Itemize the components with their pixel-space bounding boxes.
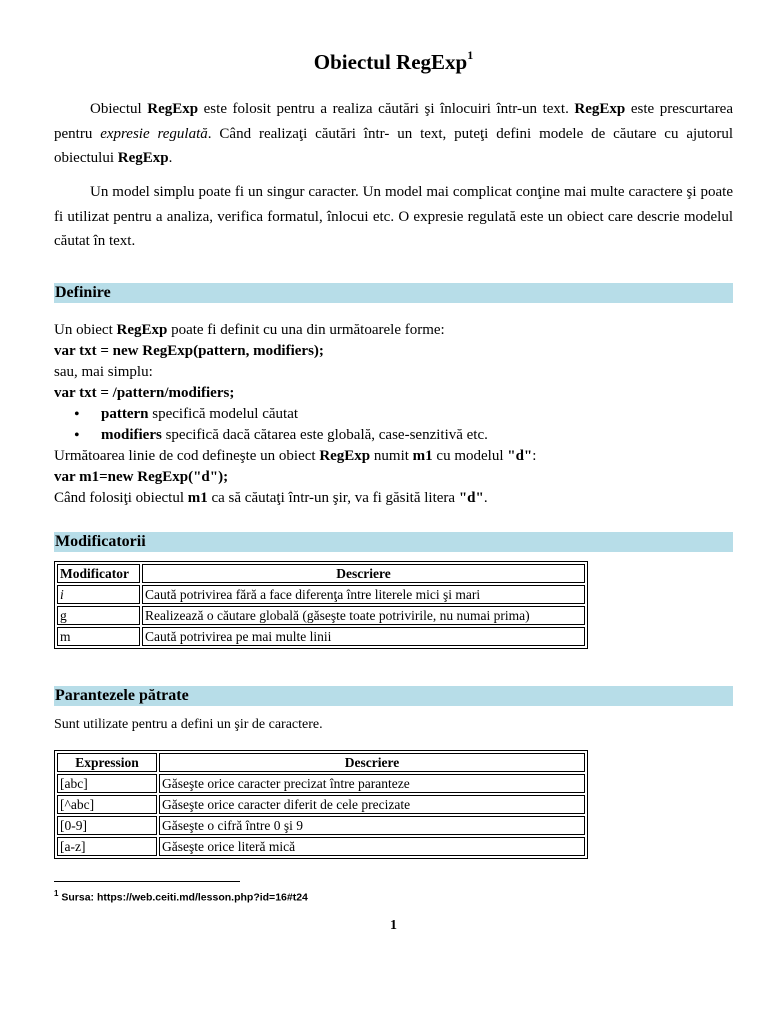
table-row (57, 606, 585, 625)
table-cell: [^abc] (57, 795, 157, 814)
code-line: var txt = /pattern/modifiers; (54, 385, 235, 401)
table-row (57, 795, 585, 814)
footnote-ref: 1 (467, 48, 474, 62)
table-row (57, 816, 585, 835)
footnote-divider (54, 881, 240, 882)
brackets-table (54, 750, 588, 859)
table-cell: g (57, 606, 140, 625)
modifiers-table (54, 561, 588, 649)
table-cell: Caută potrivirea fără a face diferenţa între literele mici şi mari (142, 585, 585, 604)
table-row (57, 627, 585, 646)
column-header: Expression (57, 753, 157, 772)
footnote-text: Sursa: https://web.ceiti.md/lesson.php?id=16#t24 (58, 891, 308, 904)
table-header-row (57, 753, 585, 772)
page-title: Obiectul RegExp$^1$ (313, 48, 474, 74)
footnote-number: 1 (54, 889, 59, 898)
code-line: var m1=new RegExp("d"); (54, 469, 229, 485)
table-cell: i (57, 585, 140, 604)
footnote (54, 889, 308, 904)
definire-line: Următoarea linie de cod defineşte un obiect RegExp numit m1 cu modelul "d": (54, 448, 537, 464)
list-item: • pattern specifică modelul căutat (54, 404, 733, 425)
paranteze-text: Sunt utilizate pentru a defini un şir de caractere. (54, 717, 323, 732)
column-header: Modificator (57, 564, 140, 583)
intro-paragraph-2: Un model simplu poate fi un singur caracter. Un model mai complicat conţine mai multe caractere şi poate fi utilizat pentru a analiza, verifica formatul, înlocui etc. O expresie regulată este un obiect care descrie modelul căutat în text. (54, 184, 733, 249)
column-header: Descriere (159, 753, 585, 772)
table-cell: m (57, 627, 140, 646)
table-header-row (57, 564, 585, 583)
table-row (57, 837, 585, 856)
table-cell: Găseşte orice literă mică (159, 837, 585, 856)
intro-paragraph-1: Obiectul RegExp este folosit pentru a realiza căutări şi înlocuiri într-un text. RegExp este prescurtarea pentru expresie regulată. Când realizaţi căutări într- un text, puteţi defini modele de căutare cu ajutorul obiectului RegExp. (54, 101, 733, 166)
definire-line: Un obiect RegExp poate fi definit cu una din următoarele forme: (54, 322, 445, 338)
definire-line: sau, mai simplu: (54, 364, 153, 380)
table-cell: Realizează o căutare globală (găseşte toate potrivirile, nu numai prima) (142, 606, 585, 625)
table-cell: Găseşte o cifră între 0 şi 9 (159, 816, 585, 835)
table-cell: Găseşte orice caracter diferit de cele precizate (159, 795, 585, 814)
paranteze-intro (54, 714, 733, 735)
section-heading-modificatorii: Modificatorii (54, 532, 733, 552)
table-cell: Caută potrivirea pe mai multe linii (142, 627, 585, 646)
code-line: var txt = new RegExp(pattern, modifiers); (54, 343, 324, 359)
table-cell: [a-z] (57, 837, 157, 856)
table-row (57, 585, 585, 604)
section-heading-paranteze: Parantezele pătrate (54, 686, 733, 706)
page-number: 1 (390, 918, 397, 933)
definire-content (54, 320, 733, 509)
table-cell: [abc] (57, 774, 157, 793)
definire-line: Când folosiţi obiectul m1 ca să căutaţi într-un şir, va fi găsită litera "d". (54, 490, 488, 506)
table-cell: [0-9] (57, 816, 157, 835)
section-heading-definire: Definire (54, 283, 733, 303)
table-cell: Găseşte orice caracter precizat între paranteze (159, 774, 585, 793)
table-row (57, 774, 585, 793)
list-item: • modifiers specifică dacă cătarea este globală, case-senzitivă etc. (54, 425, 733, 446)
column-header: Descriere (142, 564, 585, 583)
